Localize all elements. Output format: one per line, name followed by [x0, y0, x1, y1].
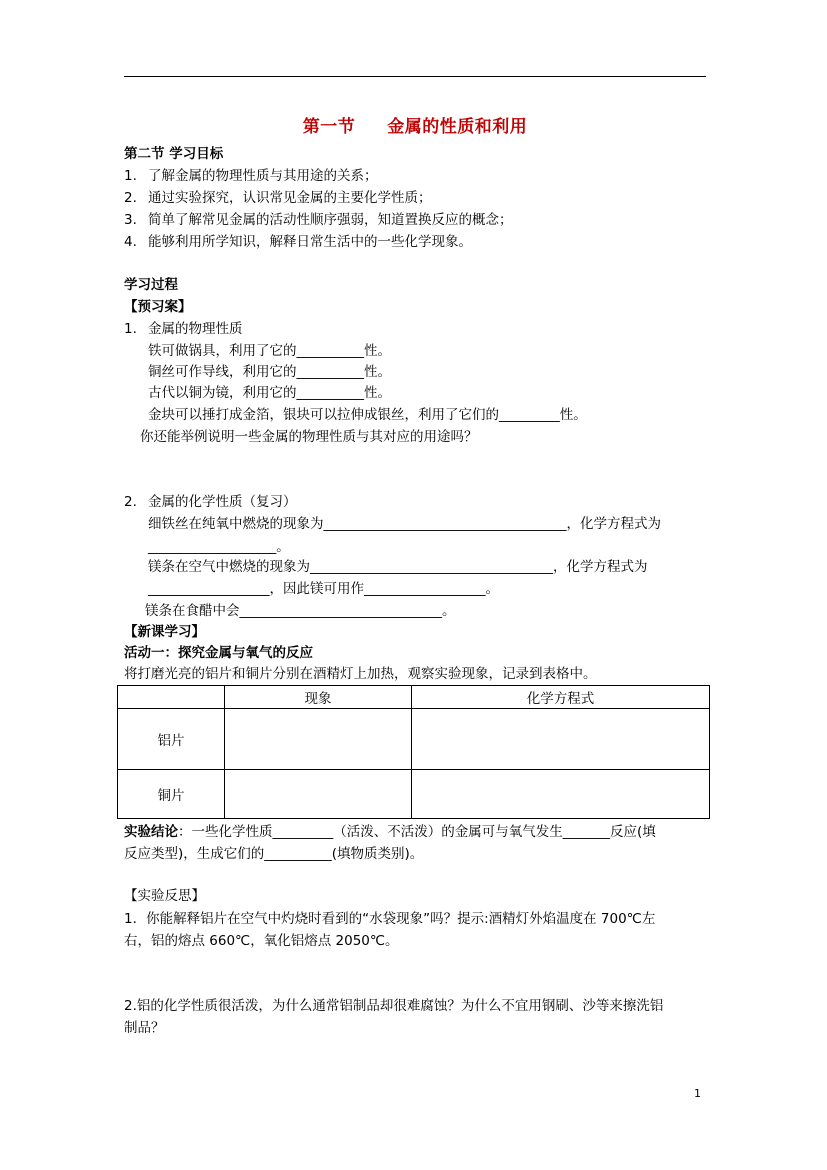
activity-title: 活动一：探究金属与氧气的反应 [124, 645, 313, 661]
goal-item: 1. 了解金属的物理性质与其用途的关系； [124, 168, 378, 184]
row-label: 铝片 [118, 709, 225, 770]
page-number: 1 [694, 1087, 701, 1100]
reflection-question: 右，铝的熔点 660℃，氧化铝熔点 2050℃。 [124, 933, 399, 949]
table-header-cell: 现象 [225, 686, 412, 709]
new-lesson-heading: 【新课学习】 [124, 624, 205, 640]
blank-cell[interactable] [412, 709, 710, 770]
goal-item: 2. 通过实验探究，认识常见金属的主要化学性质； [124, 190, 432, 206]
fill-in-line: 镁条在食醋中会______________________________。 [145, 603, 456, 619]
reflection-question: 2.铝的化学性质很活泼，为什么通常铝制品却很难腐蚀？为什么不宜用钢刷、沙等来擦洗铝 [124, 998, 664, 1014]
fill-in-line: 细铁丝在纯氧中燃烧的现象为____________________________________，化学方程式为 [148, 516, 661, 532]
blank-cell[interactable] [412, 770, 710, 819]
row-label: 铜片 [118, 770, 225, 819]
page-title: 第一节 金属的性质和利用 [302, 117, 528, 137]
table-row [118, 770, 710, 819]
fill-in-line: ___________________。 [148, 539, 290, 555]
table-header-row [118, 686, 710, 709]
fill-in-line: 铁可做锅具，利用了它的__________性。 [148, 343, 391, 359]
blank-cell[interactable] [225, 709, 412, 770]
physical-properties-title: 1. 金属的物理性质 [124, 321, 243, 337]
process-heading: 学习过程 [124, 277, 178, 293]
fill-in-line: 金块可以捶打成金箔，银块可以拉伸成银丝，利用了它们的_________性。 [148, 407, 587, 423]
conclusion-line: 实验结论：一些化学性质_________（活泼、不活泼）的金属可与氧气发生_______反应(填 [124, 824, 656, 840]
chemical-properties-title: 2. 金属的化学性质（复习） [124, 494, 297, 510]
preview-heading: 【预习案】 [124, 299, 192, 315]
fill-in-line: 铜丝可作导线，利用它的__________性。 [148, 364, 391, 380]
conclusion-line: 反应类型)，生成它们的__________(填物质类别)。 [124, 846, 424, 862]
physical-question: 你还能举例说明一些金属的物理性质与其对应的用途吗？ [140, 429, 478, 445]
fill-in-line: 镁条在空气中燃烧的现象为____________________________________，化学方程式为 [148, 559, 648, 575]
reflection-heading: 【实验反思】 [124, 888, 205, 904]
header-rule [124, 76, 706, 77]
observation-table [117, 685, 710, 819]
table-row [118, 709, 710, 770]
reflection-question: 制品？ [124, 1020, 165, 1036]
goal-item: 3. 简单了解常见金属的活动性顺序强弱，知道置换反应的概念； [124, 212, 513, 228]
table-header-cell [118, 686, 225, 709]
fill-in-line: 古代以铜为镜，利用它的__________性。 [148, 385, 391, 401]
activity-instruction: 将打磨光亮的铝片和铜片分别在酒精灯上加热，观察实验现象，记录到表格中。 [124, 666, 597, 682]
goals-heading: 第二节 学习目标 [124, 146, 224, 162]
blank-cell[interactable] [225, 770, 412, 819]
fill-in-line: __________________，因此镁可用作__________________。 [148, 581, 499, 597]
reflection-question: 1．你能解释铝片在空气中灼烧时看到的“水袋现象”吗？提示:酒精灯外焰温度在 700℃左 [124, 911, 656, 927]
goal-item: 4. 能够利用所学知识，解释日常生活中的一些化学现象。 [124, 234, 472, 250]
table-header-cell: 化学方程式 [412, 686, 710, 709]
